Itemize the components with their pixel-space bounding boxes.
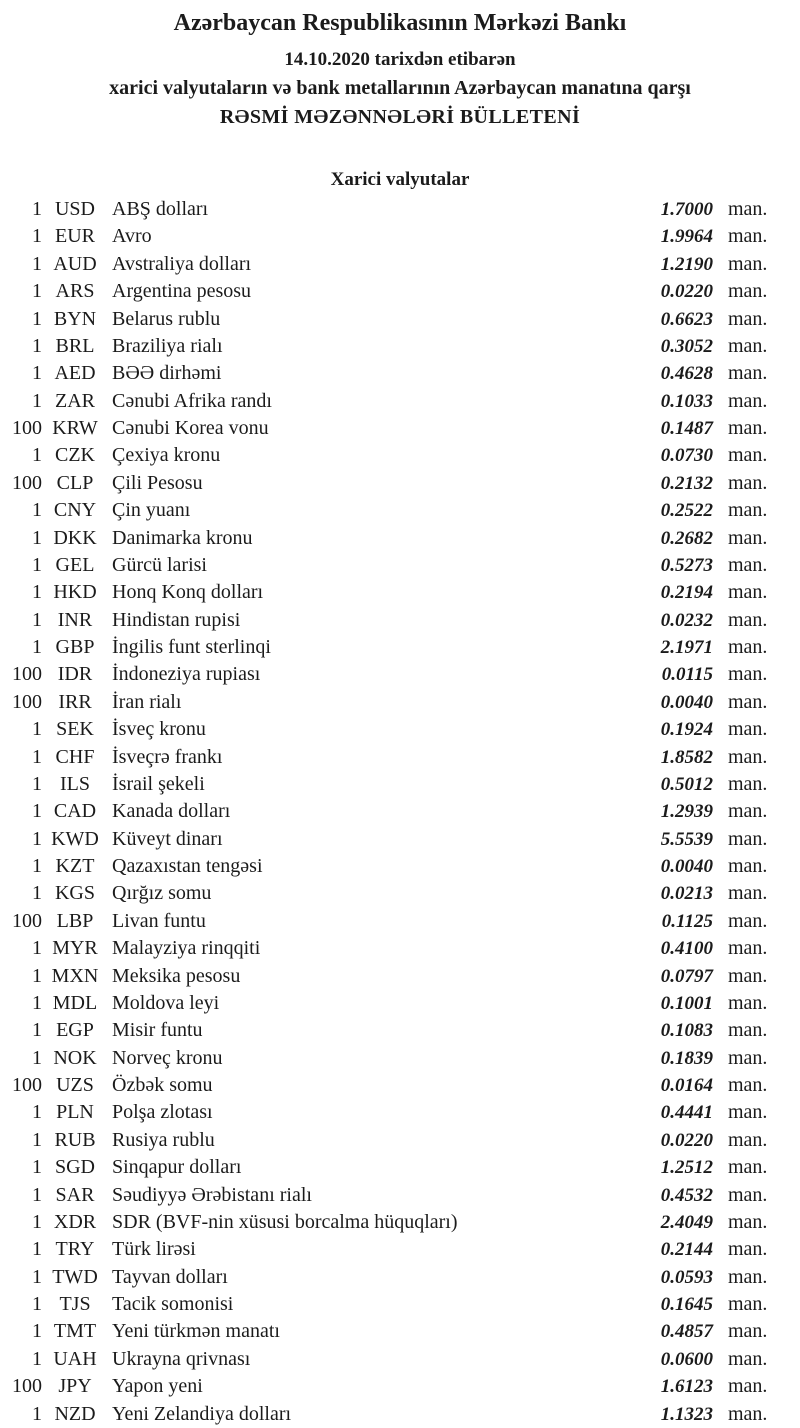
unit-label: man. — [728, 608, 768, 631]
rate-value: 1.9964 — [660, 226, 713, 248]
currency-name: Özbək somu — [112, 1074, 213, 1096]
currency-name: Yeni türkmən manatı — [112, 1320, 280, 1343]
table-row — [0, 607, 800, 634]
table-row — [0, 990, 800, 1017]
quantity: 1 — [32, 1046, 42, 1069]
currency-name: Küveyt dinarı — [112, 827, 223, 850]
quantity: 1 — [32, 1293, 42, 1315]
currency-name: Ukrayna qrivnası — [112, 1347, 251, 1370]
rate-value: 1.2512 — [660, 1157, 713, 1179]
unit-label: man. — [728, 827, 768, 850]
quantity: 1 — [32, 991, 42, 1014]
unit-label: man. — [728, 1128, 768, 1151]
currency-name: Tayvan dolları — [112, 1265, 228, 1288]
quantity: 1 — [32, 772, 42, 795]
rate-value: 0.1125 — [661, 910, 713, 932]
currency-name: Hindistan rupisi — [112, 608, 241, 631]
table-row — [0, 826, 800, 853]
quantity: 100 — [12, 909, 42, 932]
currency-code: LBP — [56, 909, 94, 932]
table-row — [0, 880, 800, 907]
currency-name: Gürcü larisi — [112, 553, 207, 576]
currency-name: Braziliya rialı — [112, 334, 223, 357]
currency-code: GEL — [55, 553, 95, 576]
bank-title: Azərbaycan Respublikasının Mərkəzi Bankı — [173, 10, 627, 36]
quantity: 1 — [32, 718, 42, 741]
currency-code: MYR — [52, 937, 98, 960]
unit-label: man. — [728, 1156, 768, 1179]
rate-value: 0.0220 — [660, 1129, 713, 1151]
quantity: 1 — [32, 1128, 42, 1151]
currency-name: Avro — [112, 225, 152, 248]
bulletin-title: RƏSMİ MƏZƏNNƏLƏRİ BÜLLETENİ — [219, 106, 581, 128]
currency-code: ILS — [60, 772, 90, 795]
rate-value: 0.0040 — [660, 691, 713, 713]
table-row — [0, 306, 800, 333]
table-row — [0, 1264, 800, 1291]
quantity: 100 — [12, 417, 42, 439]
table-row — [0, 1373, 800, 1400]
quantity: 1 — [32, 1156, 42, 1179]
currency-code: ZAR — [55, 389, 95, 412]
currency-name: ABŞ dolları — [112, 198, 209, 220]
unit-label: man. — [728, 690, 768, 713]
table-row — [0, 1236, 800, 1263]
currency-name: Çexiya kronu — [112, 444, 221, 467]
rate-value: 2.4049 — [660, 1211, 713, 1233]
currency-name: Norveç kronu — [112, 1046, 223, 1069]
currency-code: IRR — [58, 690, 92, 713]
table-row — [0, 661, 800, 688]
quantity: 1 — [32, 198, 42, 220]
rate-value: 0.4532 — [660, 1184, 713, 1206]
unit-label: man. — [728, 553, 768, 576]
rates-table — [0, 196, 800, 1428]
quantity: 1 — [32, 1101, 42, 1124]
currency-name: İsveçrə frankı — [112, 745, 223, 768]
unit-label: man. — [728, 772, 768, 795]
unit-label: man. — [728, 581, 768, 604]
rate-value: 1.7000 — [660, 199, 713, 220]
currency-code: NZD — [54, 1402, 96, 1425]
currency-name: SDR (BVF-nin xüsusi borcalma hüquqları) — [112, 1210, 458, 1233]
table-row — [0, 1099, 800, 1126]
table-row — [0, 251, 800, 278]
table-row — [0, 223, 800, 250]
quantity: 1 — [32, 499, 42, 522]
currency-code: GBP — [55, 636, 95, 658]
currency-name: Sinqapur dolları — [112, 1156, 242, 1179]
quantity: 1 — [32, 1019, 42, 1042]
table-row — [0, 771, 800, 798]
currency-code: UAH — [53, 1347, 97, 1370]
currency-code: NOK — [53, 1046, 97, 1069]
currency-code: TMT — [53, 1320, 97, 1343]
currency-code: BYN — [53, 307, 97, 330]
currency-code: USD — [54, 198, 95, 220]
unit-label: man. — [728, 307, 768, 330]
table-row — [0, 196, 800, 223]
currency-name: Avstraliya dolları — [112, 252, 252, 275]
currency-code: IDR — [57, 663, 93, 686]
table-row — [0, 278, 800, 305]
rate-value: 0.0213 — [660, 883, 713, 905]
rate-value: 0.0730 — [660, 445, 713, 467]
table-row — [0, 525, 800, 552]
quantity: 1 — [32, 937, 42, 960]
unit-label: man. — [728, 1347, 768, 1370]
rate-value: 1.1323 — [660, 1403, 713, 1425]
unit-label: man. — [728, 882, 768, 905]
table-row — [0, 634, 800, 661]
currency-code: SGD — [54, 1156, 95, 1179]
currency-name: Tacik somonisi — [112, 1293, 234, 1315]
unit-label: man. — [728, 389, 768, 412]
quantity: 1 — [32, 827, 42, 850]
currency-name: Türk lirəsi — [112, 1238, 196, 1261]
table-row — [0, 1291, 800, 1318]
table-row — [0, 798, 800, 825]
table-row — [0, 716, 800, 743]
currency-name: Qazaxıstan tengəsi — [112, 855, 263, 877]
currency-name: Meksika pesosu — [112, 964, 241, 987]
table-row — [0, 1154, 800, 1181]
rate-value: 0.0232 — [660, 609, 713, 631]
unit-label: man. — [728, 1046, 768, 1069]
currency-code: MDL — [52, 991, 98, 1014]
quantity: 1 — [32, 1402, 42, 1425]
quantity: 100 — [12, 1074, 42, 1096]
rate-value: 0.3052 — [660, 335, 713, 357]
unit-label: man. — [728, 1101, 768, 1124]
currency-code: EUR — [55, 225, 95, 248]
quantity: 1 — [32, 800, 42, 823]
table-row — [0, 497, 800, 524]
unit-label: man. — [728, 362, 768, 385]
rate-value: 0.1487 — [660, 418, 713, 439]
quantity: 1 — [32, 1210, 42, 1233]
unit-label: man. — [728, 1210, 768, 1233]
rate-value: 1.2939 — [660, 801, 713, 823]
unit-label: man. — [728, 1265, 768, 1288]
rate-value: 0.1645 — [660, 1294, 713, 1315]
table-row — [0, 360, 800, 387]
quantity: 1 — [32, 252, 42, 275]
table-row — [0, 1045, 800, 1072]
table-row — [0, 689, 800, 716]
unit-label: man. — [728, 991, 768, 1014]
currency-code: KGS — [54, 882, 95, 905]
currency-name: Yapon yeni — [112, 1375, 203, 1398]
unit-label: man. — [728, 471, 768, 494]
currency-name: Belarus rublu — [112, 307, 221, 330]
currency-code: XDR — [53, 1210, 97, 1233]
table-row — [0, 1209, 800, 1236]
rate-value: 0.2144 — [660, 1239, 713, 1261]
table-row — [0, 579, 800, 606]
rate-value: 0.1001 — [660, 992, 713, 1014]
currency-name: Honq Konq dolları — [112, 581, 264, 604]
table-row — [0, 1182, 800, 1209]
unit-label: man. — [728, 252, 768, 275]
rate-value: 2.1971 — [660, 637, 713, 658]
quantity: 1 — [32, 745, 42, 768]
table-row — [0, 744, 800, 771]
table-row — [0, 470, 800, 497]
currency-name: Moldova leyi — [112, 991, 220, 1014]
currency-name: İsveç kronu — [112, 718, 206, 741]
rate-value: 0.5273 — [660, 554, 713, 576]
currency-code: RUB — [54, 1128, 96, 1151]
rate-value: 0.6623 — [660, 308, 713, 330]
currency-name: Səudiyyə Ərəbistanı rialı — [112, 1183, 312, 1206]
currency-name: Qırğız somu — [112, 882, 212, 905]
currency-name: BƏƏ dirhəmi — [112, 362, 222, 385]
rate-value: 5.5539 — [660, 828, 713, 850]
quantity: 1 — [32, 362, 42, 385]
currency-name: Çin yuanı — [112, 499, 191, 522]
currency-code: CZK — [55, 444, 95, 467]
currency-code: SEK — [56, 718, 94, 741]
rate-value: 0.2682 — [660, 527, 713, 549]
unit-label: man. — [728, 1375, 768, 1398]
rate-value: 0.2132 — [660, 472, 713, 494]
quantity: 100 — [12, 1375, 42, 1398]
currency-code: AUD — [53, 252, 97, 275]
rate-value: 1.8582 — [660, 746, 713, 768]
unit-label: man. — [728, 855, 768, 877]
currency-code: TWD — [52, 1265, 98, 1288]
quantity: 1 — [32, 636, 42, 658]
quantity: 100 — [12, 663, 42, 686]
rate-value: 0.1033 — [660, 390, 713, 412]
quantity: 1 — [32, 225, 42, 248]
unit-label: man. — [728, 1320, 768, 1343]
unit-label: man. — [728, 280, 768, 303]
currency-name: Cənubi Korea vonu — [112, 417, 269, 439]
table-row — [0, 1127, 800, 1154]
table-row — [0, 853, 800, 880]
currency-code: CNY — [53, 499, 97, 522]
quantity: 1 — [32, 964, 42, 987]
quantity: 1 — [32, 526, 42, 549]
quantity: 1 — [32, 280, 42, 303]
quantity: 1 — [32, 553, 42, 576]
unit-label: man. — [728, 1402, 768, 1425]
table-row — [0, 1346, 800, 1373]
unit-label: man. — [728, 198, 768, 220]
unit-label: man. — [728, 225, 768, 248]
unit-label: man. — [728, 964, 768, 987]
effective-date-line: 14.10.2020 tarixdən etibarən — [284, 49, 516, 70]
currency-name: Yeni Zelandiya dolları — [112, 1402, 292, 1425]
quantity: 1 — [32, 389, 42, 412]
unit-label: man. — [728, 800, 768, 823]
rate-value: 0.0797 — [660, 965, 713, 987]
currency-name: Polşa zlotası — [112, 1101, 213, 1124]
currency-name: Danimarka kronu — [112, 526, 253, 549]
table-row — [0, 963, 800, 990]
rate-value: 0.1083 — [660, 1020, 713, 1042]
rate-value: 0.0164 — [660, 1075, 713, 1096]
rate-value: 0.0220 — [660, 281, 713, 303]
currency-name: Malayziya rinqqiti — [112, 937, 261, 960]
currency-code: CHF — [55, 745, 95, 768]
quantity: 1 — [32, 1265, 42, 1288]
table-row — [0, 908, 800, 935]
currency-code: KZT — [55, 855, 95, 877]
quantity: 1 — [32, 444, 42, 467]
rate-value: 0.4628 — [660, 363, 713, 385]
rate-value: 0.4857 — [660, 1321, 713, 1343]
unit-label: man. — [728, 499, 768, 522]
table-row — [0, 552, 800, 579]
currency-name: İsrail şekeli — [112, 772, 205, 795]
unit-label: man. — [728, 636, 768, 658]
currency-name: Livan funtu — [112, 909, 206, 932]
currency-name: Cənubi Afrika randı — [112, 389, 272, 412]
table-row — [0, 333, 800, 360]
currency-code: PLN — [56, 1101, 94, 1124]
currency-code: INR — [57, 608, 93, 631]
unit-label: man. — [728, 1074, 768, 1096]
table-row — [0, 935, 800, 962]
unit-label: man. — [728, 444, 768, 467]
currency-code: TRY — [55, 1238, 95, 1261]
subject-line: xarici valyutaların və bank metallarının Azərbaycan manatına qarşı — [109, 77, 691, 99]
rate-value: 0.0593 — [660, 1266, 713, 1288]
unit-label: man. — [728, 745, 768, 768]
quantity: 1 — [32, 882, 42, 905]
quantity: 1 — [32, 1347, 42, 1370]
unit-label: man. — [728, 909, 768, 932]
currency-code: KWD — [51, 827, 99, 850]
rate-value: 0.1839 — [660, 1047, 713, 1069]
unit-label: man. — [728, 334, 768, 357]
unit-label: man. — [728, 1293, 768, 1315]
currency-code: DKK — [53, 526, 97, 549]
quantity: 100 — [12, 471, 42, 494]
rate-value: 0.4100 — [660, 938, 713, 960]
currency-name: İndoneziya rupiası — [112, 663, 261, 686]
unit-label: man. — [728, 937, 768, 960]
currency-code: BRL — [55, 334, 95, 357]
unit-label: man. — [728, 1238, 768, 1261]
currency-code: KRW — [52, 417, 98, 439]
table-row — [0, 388, 800, 415]
rate-value: 0.0040 — [660, 856, 713, 877]
rate-value: 0.1924 — [660, 719, 713, 741]
bulletin-header — [0, 0, 800, 130]
rate-value: 0.2522 — [660, 500, 713, 522]
rate-value: 0.0600 — [660, 1348, 713, 1370]
unit-label: man. — [728, 417, 768, 439]
quantity: 1 — [32, 581, 42, 604]
table-row — [0, 1017, 800, 1044]
quantity: 1 — [32, 307, 42, 330]
table-row — [0, 415, 800, 442]
rate-value: 0.5012 — [660, 773, 713, 795]
currency-code: JPY — [58, 1375, 92, 1398]
quantity: 1 — [32, 608, 42, 631]
rate-value: 0.0115 — [661, 664, 713, 686]
table-row — [0, 1072, 800, 1099]
currency-code: SAR — [55, 1183, 95, 1206]
currency-name: Kanada dolları — [112, 800, 231, 823]
unit-label: man. — [728, 718, 768, 741]
unit-label: man. — [728, 1019, 768, 1042]
currency-name: Çili Pesosu — [112, 471, 203, 494]
currency-code: ARS — [55, 280, 95, 303]
unit-label: man. — [728, 1183, 768, 1206]
unit-label: man. — [728, 663, 768, 686]
currency-code: HKD — [53, 581, 97, 604]
currency-code: TJS — [59, 1293, 91, 1315]
quantity: 1 — [32, 1320, 42, 1343]
rate-value: 0.4441 — [660, 1102, 713, 1124]
quantity: 1 — [32, 1238, 42, 1261]
quantity: 1 — [32, 1183, 42, 1206]
currency-code: AED — [54, 362, 96, 385]
table-row — [0, 1401, 800, 1428]
table-row — [0, 1318, 800, 1345]
table-row — [0, 442, 800, 469]
currency-code: MXN — [51, 964, 99, 987]
currency-code: UZS — [56, 1074, 94, 1096]
rate-value: 0.2194 — [660, 582, 713, 604]
currency-name: Misir funtu — [112, 1019, 203, 1042]
currency-name: Argentina pesosu — [112, 280, 252, 303]
currency-code: CLP — [56, 471, 94, 494]
currency-name: Rusiya rublu — [112, 1128, 215, 1151]
rate-value: 1.2190 — [660, 253, 713, 275]
currency-name: İran rialı — [112, 690, 182, 713]
currency-code: EGP — [56, 1019, 94, 1042]
quantity: 100 — [12, 690, 42, 713]
quantity: 1 — [32, 855, 42, 877]
unit-label: man. — [728, 526, 768, 549]
quantity: 1 — [32, 334, 42, 357]
currency-name: İngilis funt sterlinqi — [112, 636, 271, 658]
currency-code: CAD — [53, 800, 97, 823]
rate-value: 1.6123 — [660, 1376, 713, 1398]
section-title-foreign-currencies: Xarici valyutalar — [330, 169, 470, 190]
